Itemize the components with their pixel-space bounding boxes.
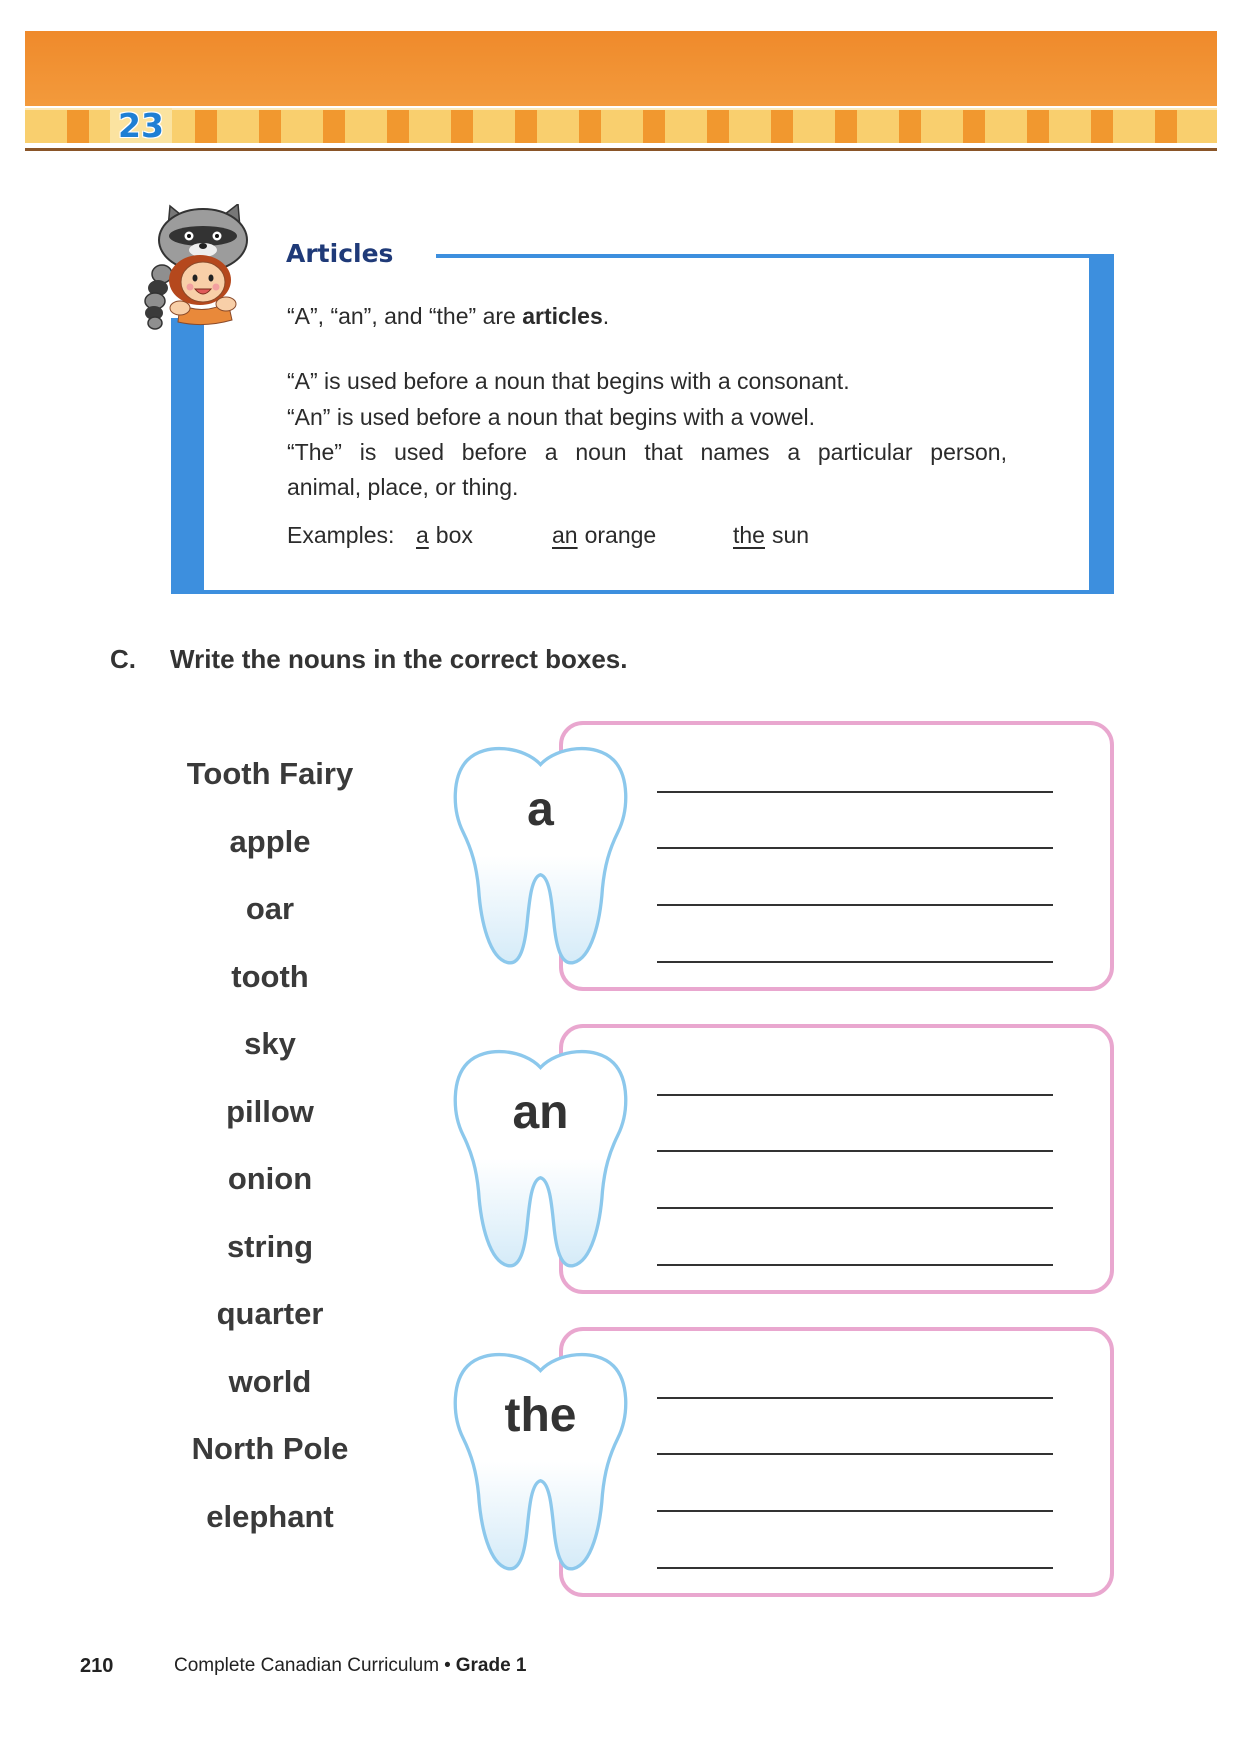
noun-list-item: world [228, 1363, 312, 1399]
noun-list-item: oar [245, 891, 295, 926]
example-article: an [552, 522, 578, 548]
intro-bold-term: articles [522, 303, 603, 329]
intro-text: “A”, “an”, and “the” are [287, 303, 523, 329]
rule-a: “A” is used before a noun that begins with a consonant. [287, 368, 850, 394]
answer-line[interactable] [657, 1094, 1053, 1096]
answer-line[interactable] [657, 1510, 1053, 1512]
articles-box-bottom-line [171, 590, 1114, 594]
answer-line[interactable] [657, 1207, 1053, 1209]
noun-list-item: quarter [216, 1296, 324, 1331]
intro-period: . [602, 303, 610, 329]
article-label: the [504, 1389, 577, 1442]
noun-list-item: elephant [206, 1498, 334, 1534]
answer-box [559, 1327, 1114, 1597]
rule-the: “The” is used before a noun that names a particular person, [287, 439, 1007, 465]
noun-list-item: string [226, 1228, 314, 1264]
article-label: an [512, 1086, 569, 1139]
section-letter: C. [110, 644, 136, 674]
answer-line[interactable] [657, 1567, 1053, 1569]
section-instruction: Write the nouns in the correct boxes. [170, 644, 628, 674]
noun-list-item: Tooth Fairy [186, 756, 354, 791]
answer-group-a [452, 721, 1114, 991]
series-title: Complete Canadian Curriculum [174, 1655, 440, 1676]
rule-an: “An” is used before a noun that begins with a vowel. [287, 404, 816, 430]
answer-line[interactable] [657, 1397, 1053, 1399]
header-band [25, 31, 1217, 106]
example-item [416, 520, 473, 550]
example-article: the [733, 522, 765, 548]
example-noun: orange [584, 522, 657, 548]
answer-line[interactable] [657, 961, 1053, 963]
answer-box [559, 1024, 1114, 1294]
tooth-icon [452, 1045, 629, 1270]
article-label: a [527, 783, 554, 836]
answer-line[interactable] [657, 847, 1053, 849]
grade-label: Grade 1 [455, 1655, 527, 1676]
example-item [733, 520, 809, 550]
answer-line[interactable] [657, 1453, 1053, 1455]
articles-box-right-bar [1089, 254, 1114, 594]
answer-line[interactable] [657, 791, 1053, 793]
raccoon-mascot-icon [140, 204, 251, 332]
bullet-separator: • [444, 1655, 451, 1676]
articles-box-left-bar [171, 318, 204, 594]
noun-list-item: onion [227, 1161, 313, 1196]
noun-list-item: sky [244, 1026, 296, 1061]
noun-list-item: North Pole [191, 1431, 349, 1466]
examples-label: Examples: [287, 522, 395, 548]
noun-list-item: apple [229, 823, 311, 859]
answer-group-an [452, 1024, 1114, 1294]
answer-box [559, 721, 1114, 991]
answer-line[interactable] [657, 904, 1053, 906]
header-stripe [25, 108, 1217, 143]
noun-list-item: pillow [226, 1093, 314, 1129]
articles-title: Articles [286, 239, 394, 268]
lesson-number: 23 [110, 108, 172, 143]
articles-intro [287, 301, 609, 331]
example-article: a [416, 522, 429, 548]
rule-the-continued: animal, place, or thing. [287, 474, 519, 500]
example-noun: box [435, 522, 473, 548]
header-rule [25, 148, 1217, 151]
answer-group-the [452, 1327, 1114, 1597]
footer-series [174, 1653, 527, 1679]
noun-list [170, 740, 370, 1550]
answer-line[interactable] [657, 1264, 1053, 1266]
example-item [552, 520, 656, 550]
noun-list-item: tooth [231, 958, 309, 994]
page-number: 210 [80, 1655, 114, 1677]
tooth-icon [452, 742, 629, 967]
answer-line[interactable] [657, 1150, 1053, 1152]
articles-box-top-line [436, 254, 1114, 258]
tooth-icon [452, 1348, 629, 1573]
raccoon-tail-icon [145, 265, 172, 329]
example-noun: sun [771, 522, 810, 548]
